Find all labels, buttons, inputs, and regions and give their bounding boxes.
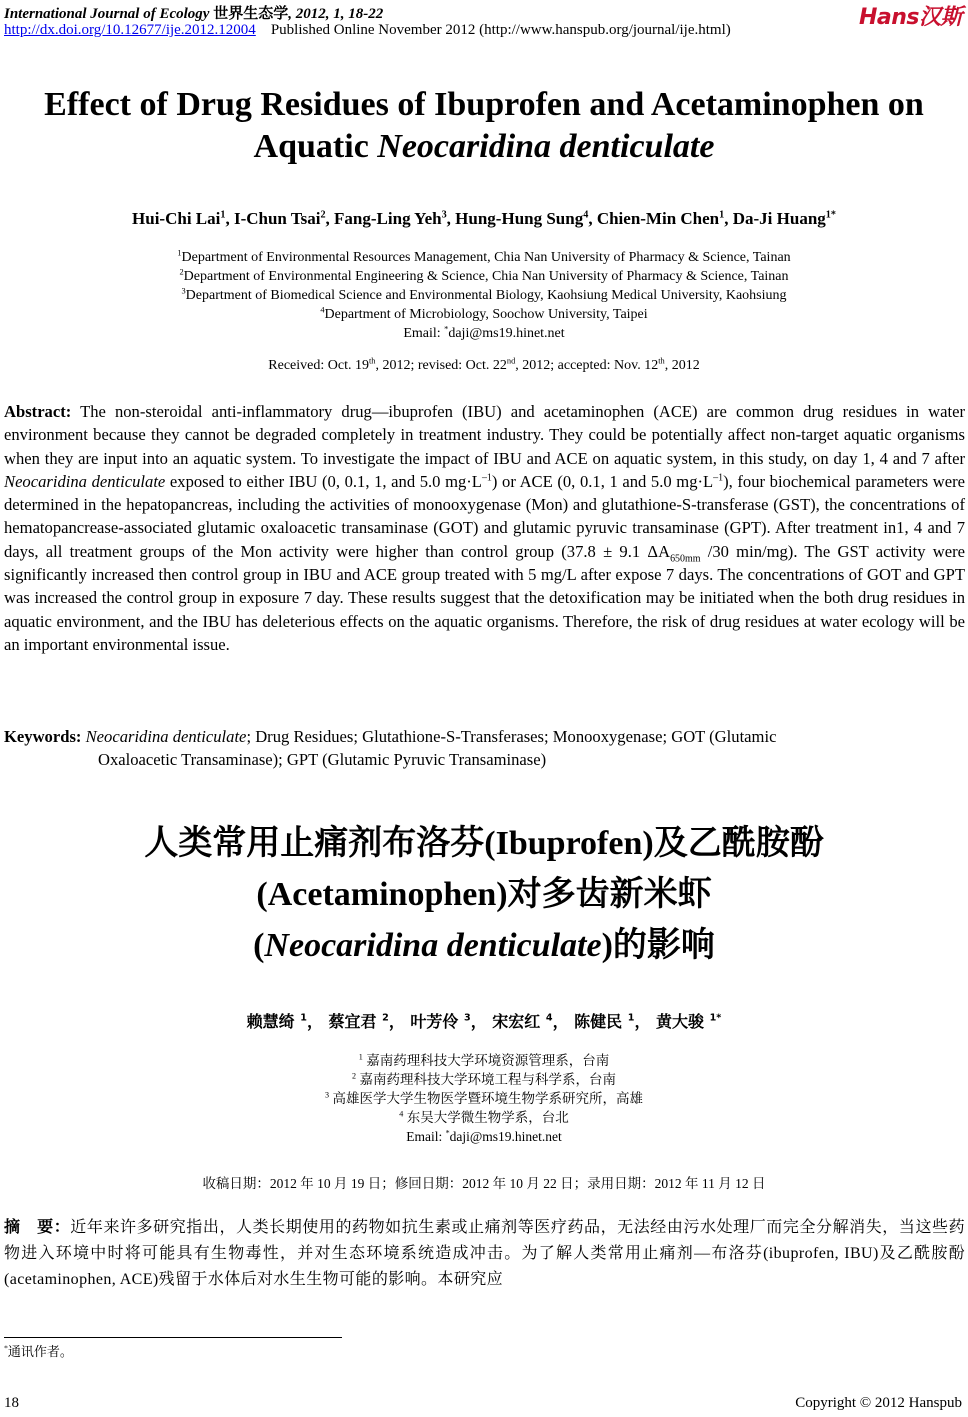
affiliations-cn (0, 1051, 968, 1146)
affiliation-cn: $^4$ 东吴大学微生物学系，台北 (399, 1109, 569, 1125)
author-cn: 赖慧绮 $^1$ (246, 1012, 307, 1031)
footnote-rule (4, 1337, 342, 1338)
abstract-en: Abstract: The non-steroidal anti-inflammatory drug—ibuprofen (IBU) and acetaminophen (ACE) are common drug residues in water environment because they cannot be degraded completely in treatment industry. They could be potentially affect non-target aquatic organisms when they are input into an aquatic system. To investigate the impact of IBU and ACE on aquatic system, in this study, on day 1, 4 and 7 after Neocaridina denticulate exposed to either IBU (0, 0.1, 1, and 5.0 $mg\cdot L^{-1}$) or ACE (0, 0.1, 1 and 5.0 $mg\cdot L^{-1}$), four biochemical parameters were determined in the hepatopancreas, including the activities of monooxygenase (Mon) and glutathione-S-transferase (GST), the concentrations of hematopancrease-associated glutamic oxaloacetic transaminase (GOT) and glutamic pyruvic transaminase (GPT). After treatment in1, 4 and 7 days, all treatment groups of the Mon activity were higher than control group (37.8 ± 9.1 $\Delta A_{650mm}$ /30 min/mg). The GST activity were significantly increased then control group in IBU and ACE group treated with 5 mg/L after expose 7 days. The concentrations of GOT and GPT was increased the control group in exposure 7 day. These results suggest that the detoxification may be initiated when the both drug residues in aquatic environment, and the IBU has deleterious effects on the aquatic organisms. Therefore, the risk of drug residues at water ecology will be an important environmental issue. (4, 402, 965, 654)
page-number: 18 (4, 1395, 19, 1411)
affiliation: $^1$Department of Environmental Resources Management, Chia Nan University of Pharmacy & Science, Tainan (177, 248, 791, 265)
keywords-en: Keywords: Neocaridina denticulate; Drug Residues; Glutathione-S-Transferases; Monooxygenase; GOT (Glutamic Oxaloacetic Transaminase); GPT (Glutamic Pyruvic Transaminase) (4, 727, 777, 770)
affiliation-cn: $^2$ 嘉南药理科技大学环境工程与科学系，台南 (352, 1071, 616, 1087)
affiliation: $^2$Department of Environmental Engineering & Science, Chia Nan University of Pharmacy & Science, Tainan (179, 267, 789, 284)
paper-title-en (0, 84, 968, 168)
author: Hung-Hung Sung$^4$ (455, 209, 589, 228)
author-cn: 叶芳伶 $^3$ (410, 1012, 471, 1031)
journal-header (4, 2, 383, 23)
published-online: Published Online November 2012 (http://www.hanspub.org/journal/ije.html) (270, 22, 731, 38)
author-list-cn: 赖慧绮 $^1$， 蔡宜君 $^2$， 叶芳伶 $^3$， 宋宏红 $^4$， 陈健民 $^1$， 黄大骏 $^{1*}$ (246, 1012, 722, 1031)
email: Email: *daji@ms19.hinet.net (403, 324, 565, 341)
author-cn: 宋宏红 $^4$ (492, 1012, 553, 1031)
paper-title-cn (0, 818, 968, 971)
author: I-Chun Tsai$^2$ (233, 209, 326, 228)
author: Chien-Min Chen$^1$ (596, 209, 725, 228)
affiliation: $^3$Department of Biomedical Science and Environmental Biology, Kaohsiung Medical University, Kaohsiung (181, 286, 787, 303)
author-cn: 蔡宜君 $^2$ (328, 1012, 389, 1031)
email-cn: Email: *daji@ms19.hinet.net (406, 1128, 562, 1144)
abstract-cn-label: 摘 要： (4, 1219, 71, 1236)
affiliation-cn: $^3$ 高雄医学大学生物医学暨环境生物学系研究所，高雄 (325, 1090, 643, 1106)
received-dates-cn: 收稿日期：2012 年 10 月 19 日；修回日期：2012 年 10 月 22 日；录用日期：2012 年 11 月 12 日 (202, 1176, 766, 1191)
affiliation-cn: $^1$ 嘉南药理科技大学环境资源管理系，台南 (358, 1052, 610, 1068)
journal-name: International Journal of Ecology (4, 6, 210, 22)
abstract-cn: 摘 要：近年来许多研究指出，人类长期使用的药物如抗生素或止痛剂等医疗药品，无法经由污水处理厂而完全分解消失，当这些药物进入环境中时将可能具有生物毒性，并对生态环境系统造成冲击。为了解人类常用止痛剂—布洛芬(ibuprofen, IBU)及乙酰胺酚(acetaminophen, ACE)残留于水体后对水生生物可能的影响。本研究应 (4, 1219, 965, 1288)
journal-name-cn: 世界生态学 (213, 6, 289, 22)
copyright: Copyright © 2012 Hanspub (795, 1395, 962, 1411)
keywords-label: Keywords: (4, 727, 82, 746)
title-cn-line-2: (Acetaminophen)对多齿新米虾 (256, 874, 712, 914)
doi-link[interactable]: http://dx.doi.org/10.12677/ije.2012.12004 (4, 22, 256, 38)
affiliations-en (0, 248, 968, 343)
title-line-1: Effect of Drug Residues of Ibuprofen and Acetaminophen on (44, 86, 924, 123)
publisher-logo: Hans汉斯 (858, 5, 962, 30)
author-list-en: Hui-Chi Lai$^1$, I-Chun Tsai$^2$, Fang-Ling Yeh$^3$, Hung-Hung Sung$^4$, Chien-Min Chen$^1$, Da-Ji Huang$^{1*}$ (132, 209, 836, 228)
received-dates-en: Received: Oct. 19th, 2012; revised: Oct. 22nd, 2012; accepted: Nov. 12th, 2012 (268, 356, 700, 373)
author: Da-Ji Huang$^{1*}$ (732, 209, 836, 228)
title-line-2: Aquatic Neocaridina denticulate (253, 128, 715, 165)
journal-volume: , 2012, 1, 18-22 (288, 6, 384, 22)
abstract-label: Abstract: (4, 402, 72, 421)
footnote: *通讯作者。 (4, 1343, 73, 1359)
author-cn: 黄大骏 $^{1*}$ (656, 1012, 722, 1031)
author: Hui-Chi Lai$^1$ (132, 209, 226, 228)
affiliation: $^4$Department of Microbiology, Soochow University, Taipei (320, 305, 648, 322)
author-cn: 陈健民 $^1$ (574, 1012, 635, 1031)
doi-line (4, 22, 731, 39)
author: Fang-Ling Yeh$^3$ (334, 209, 447, 228)
title-cn-line-3: (Neocaridina denticulate)的影响 (253, 925, 715, 965)
title-cn-line-1: 人类常用止痛剂布洛芬(Ibuprofen)及乙酰胺酚 (144, 823, 824, 863)
